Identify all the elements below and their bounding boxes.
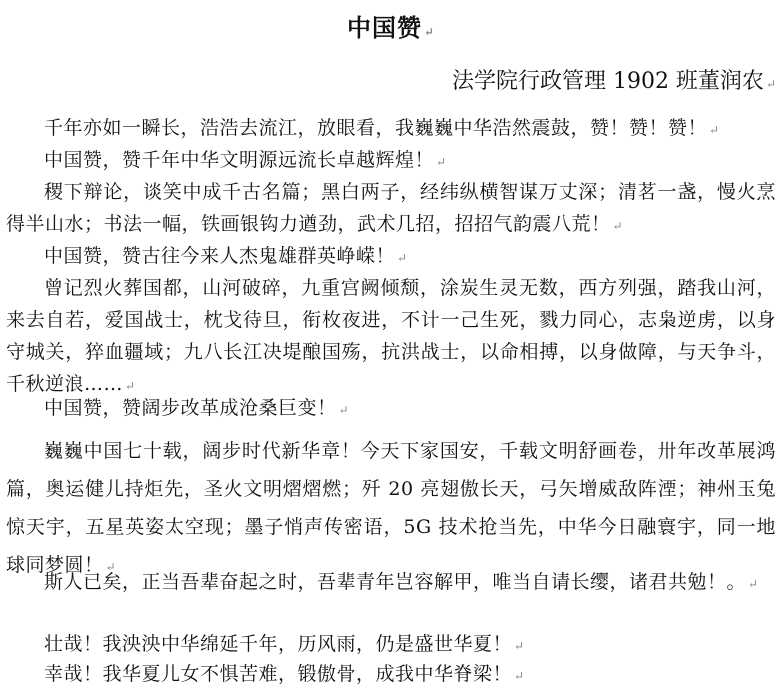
paragraph-4: 中国赞，赞古往今来人杰鬼雄群英峥嵘！ ↵	[44, 245, 408, 267]
paragraph-9: 壮哉！我泱泱中华绵延千年，历风雨，仍是盛世华夏！ ↵	[44, 633, 525, 655]
paragraph-10: 幸哉！我华夏儿女不惧苦难，锻傲骨，成我中华脊梁！ ↵	[44, 663, 525, 685]
paragraph-7: 巍巍中国七十载，阔步时代新华章！今天下家国安，千载文明舒画卷，卅年改革展鸿篇，奥运健儿持炬先，圣火文明熠熠燃；歼 20 亮翅傲长天，弓矢增威敌阵湮；神州玉兔惊天宇，五星英姿太空现；墨子悄声传密语，5G 技术抢当先，中华今日融寰宇，同一地球同梦圆！ ↵	[6, 440, 776, 576]
paragraph-3: 稷下辩论，谈笑中成千古名篇；黑白两子，经纬纵横智谋万丈深；清茗一盏，慢火烹得半山水；书法一幅，铁画银钩力遒劲，武术几招，招招气韵震八荒！ ↵	[6, 181, 776, 235]
document-title: 中国赞 ↵	[346, 13, 436, 42]
paragraph-5: 曾记烈火葬国都，山河破碎，九重宫阙倾颓，涂炭生灵无数，西方列强，踏我山河，来去自若，爱国战士，枕戈待旦，衔枚夜进，不计一己生死，戮力同心，志枭逆虏，以身守城关，猝血疆域；九八长江决堤酿国殇，抗洪战士，以命相搏，以身做障，与天争斗，千秋逆浪…… ↵	[6, 277, 776, 395]
paragraph-2: 中国赞，赞千年中华文明源远流长卓越辉煌！ ↵	[44, 149, 447, 171]
paragraph-8: 斯人已矣，正当吾辈奋起之时，吾辈青年岂容解甲，唯当自请长缨，诸君共勉！。 ↵	[44, 571, 759, 593]
paragraph-1: 千年亦如一瞬长，浩浩去流江，放眼看，我巍巍中华浩然震鼓，赞！赞！赞！ ↵	[44, 117, 720, 139]
paragraph-6: 中国赞，赞阔步改革成沧桑巨变！ ↵	[44, 397, 350, 419]
document-author: 法学院行政管理 1902 班董润农 ↵	[451, 69, 776, 94]
